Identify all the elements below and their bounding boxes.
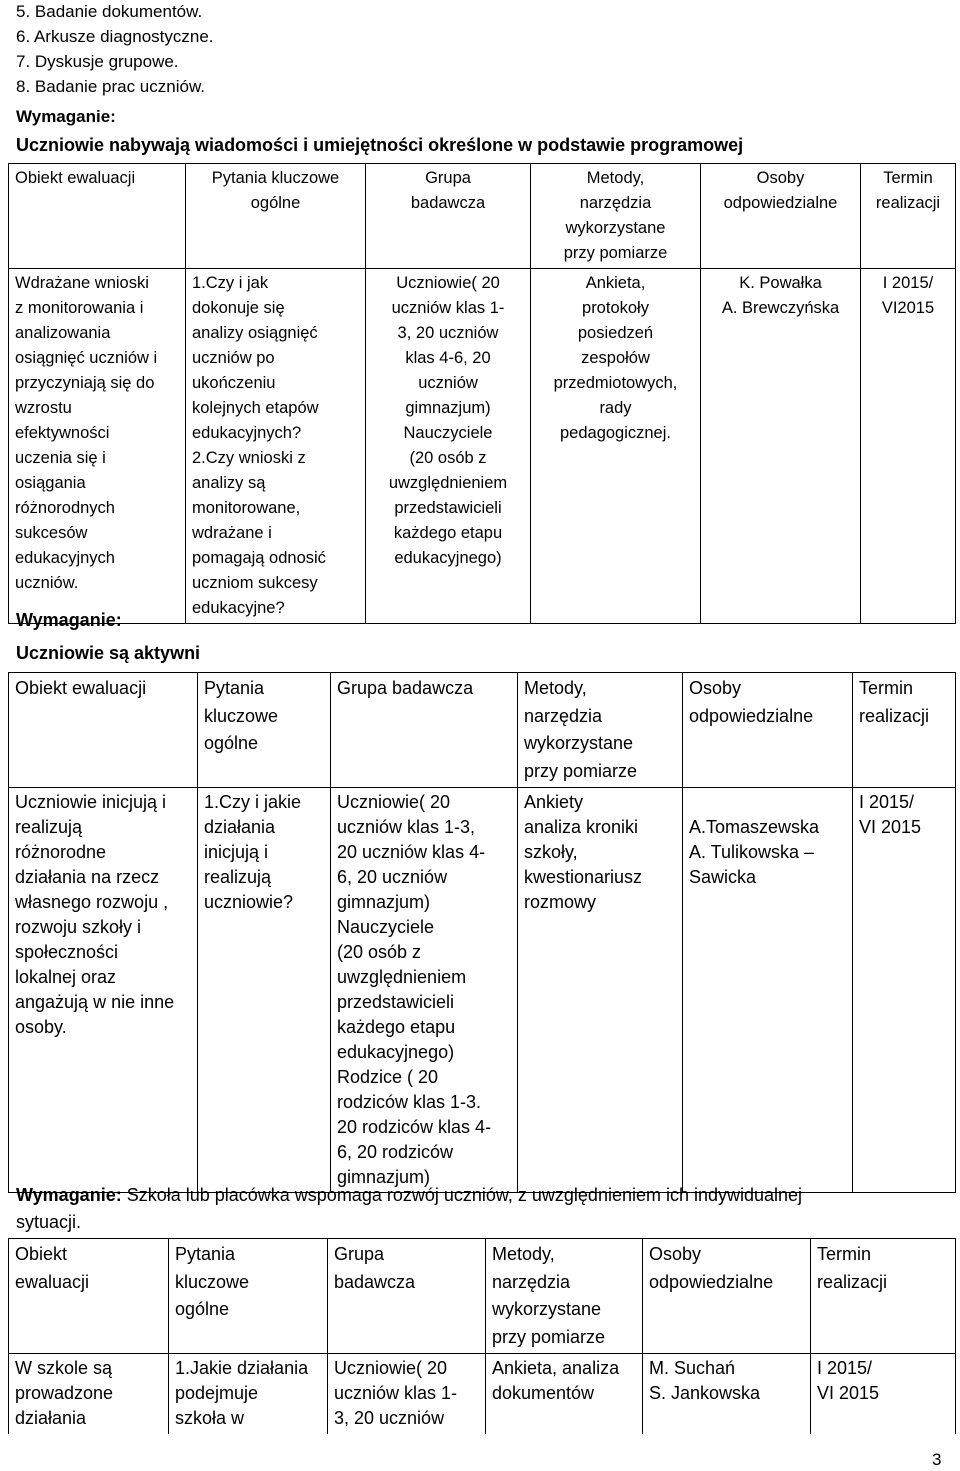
table-cell: 1.Jakie działania podejmuje szkoła w [169,1354,328,1434]
header-cell: Metody, narzędzia wykorzystane przy pomiarze [518,673,683,788]
header-cell: Osoby odpowiedzialne [683,673,853,788]
header-cell: Obiekt ewaluacji [9,1239,169,1354]
table-cell: Ankieta, analiza dokumentów [486,1354,643,1434]
table-cell: 1.Czy i jakie działania inicjują i realizują uczniowie? [198,788,331,1193]
requirement-heading [16,1185,802,1206]
header-cell: Grupa badawcza [366,164,531,269]
intro-item: 5. Badanie dokumentów. [16,2,203,21]
table-cell: M. Suchań S. Jankowska [643,1354,811,1434]
requirement-label: Wymaganie: [16,1185,122,1205]
header-cell: Grupa badawcza [331,673,518,788]
header-cell: Obiekt ewaluacji [9,673,198,788]
header-cell: Osoby odpowiedzialne [701,164,861,269]
header-cell: Metody, narzędzia wykorzystane przy pomiarze [531,164,701,269]
table-cell: Ankieta, protokoły posiedzeń zespołów przedmiotowych, rady pedagogicznej. [531,269,701,624]
header-cell: Termin realizacji [861,164,956,269]
requirement-title: Szkoła lub placówka wspomaga rozwój uczniów, z uwzględnieniem ich indywidualnej [121,1185,803,1205]
requirement-title: Uczniowie nabywają wiadomości i umiejętności określone w podstawie programowej [16,135,744,155]
table-cell: Wdrażane wnioski z monitorowania i analizowania osiągnięć uczniów i przyczyniają się do wzrostu efektywności uczenia się i osiągania różnorodnych sukcesów edukacyjnych uczniów. [9,269,186,624]
header-cell: Grupa badawcza [328,1239,486,1354]
table-cell: Uczniowie inicjują i realizują różnorodne działania na rzecz własnego rozwoju , rozwoju szkoły i społeczności lokalnej oraz angażują w nie inne osoby. [9,788,198,1193]
header-cell: Obiekt ewaluacji [9,164,186,269]
header-cell: Pytania kluczowe ogólne [186,164,366,269]
requirement-label: Wymaganie: [16,610,122,630]
table-cell: W szkole są prowadzone działania [9,1354,169,1434]
table-cell: I 2015/ VI 2015 [853,788,956,1193]
evaluation-table-3 [8,1238,956,1434]
table-cell: Ankiety analiza kroniki szkoły, kwestionariusz rozmowy [518,788,683,1193]
table-cell: K. Powałka A. Brewczyńska [701,269,861,624]
header-cell: Osoby odpowiedzialne [643,1239,811,1354]
table-cell: Uczniowie( 20 uczniów klas 1- 3, 20 uczniów [328,1354,486,1434]
header-cell: Termin realizacji [811,1239,956,1354]
page-number: 3 [932,1450,942,1469]
header-cell: Pytania kluczowe ogólne [198,673,331,788]
requirement-title-continued: sytuacji. [16,1212,82,1232]
table-cell: I 2015/ VI2015 [861,269,956,624]
header-cell: Pytania kluczowe ogólne [169,1239,328,1354]
table-cell: I 2015/ VI 2015 [811,1354,956,1434]
table-cell: Uczniowie( 20 uczniów klas 1-3, 20 uczniów klas 4- 6, 20 uczniów gimnazjum) Nauczyciele (20 osób z uwzględnieniem przedstawicieli każdego etapu edukacyjnego) Rodzice ( 20 rodziców klas 1-3. 20 rodziców klas 4- 6, 20 rodziców gimnazjum) [331,788,518,1193]
header-cell: Termin realizacji [853,673,956,788]
table-cell: A.Tomaszewska A. Tulikowska – Sawicka [683,788,853,1193]
evaluation-table-2 [8,672,956,1193]
table-cell: 1.Czy i jak dokonuje się analizy osiągnięć uczniów po ukończeniu kolejnych etapów edukacyjnych? 2.Czy wnioski z analizy są monitorowane, wdrażane i pomagają odnosić uczniom sukcesy edukacyjne? [186,269,366,624]
header-cell: Metody, narzędzia wykorzystane przy pomiarze [486,1239,643,1354]
intro-item: 8. Badanie prac uczniów. [16,77,206,96]
requirement-label: Wymaganie: [16,107,116,126]
requirement-title: Uczniowie są aktywni [16,643,201,663]
intro-item: 6. Arkusze diagnostyczne. [16,27,214,46]
table-cell: Uczniowie( 20 uczniów klas 1- 3, 20 uczniów klas 4-6, 20 uczniów gimnazjum) Nauczyciele (20 osób z uwzględnieniem przedstawicieli każdego etapu edukacyjnego) [366,269,531,624]
evaluation-table-1 [8,163,956,624]
intro-item: 7. Dyskusje grupowe. [16,52,179,71]
